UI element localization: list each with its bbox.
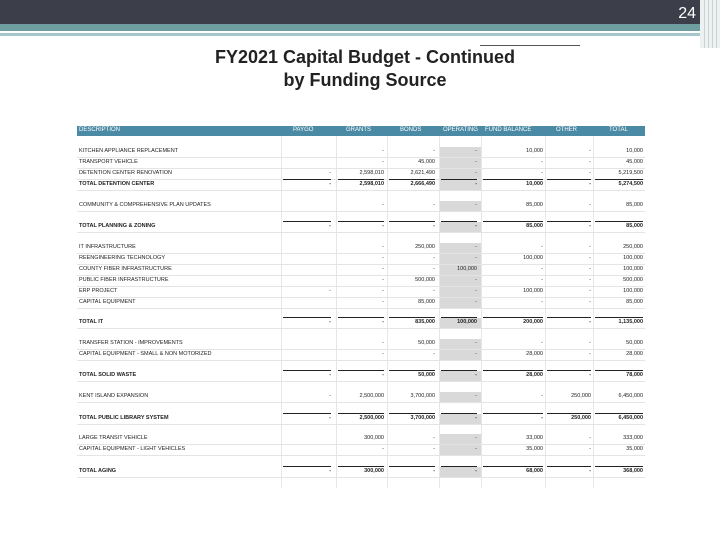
row-description: KITCHEN APPLIANCE REPLACEMENT — [79, 148, 179, 154]
cell-operating: - — [475, 468, 477, 474]
table-header — [77, 126, 645, 136]
total-underline — [595, 179, 643, 180]
cell-fund-balance: - — [541, 244, 543, 250]
cell-other: - — [589, 288, 591, 294]
total-underline — [338, 466, 384, 467]
cell-fund-balance: 100,000 — [523, 255, 543, 261]
total-underline — [283, 370, 331, 371]
cell-fund-balance: 85,000 — [526, 223, 543, 229]
cell-operating: - — [475, 181, 477, 187]
cell-total: 35,000 — [626, 446, 643, 452]
table-row — [77, 158, 645, 169]
slide-title — [150, 46, 580, 92]
cell-other: - — [589, 319, 591, 325]
cell-fund-balance: - — [541, 170, 543, 176]
cell-other: - — [589, 266, 591, 272]
accent-stripe — [0, 24, 700, 31]
total-underline — [547, 221, 591, 222]
cell-other: - — [589, 244, 591, 250]
total-underline — [389, 466, 435, 467]
cell-grants: - — [382, 340, 384, 346]
total-underline — [595, 413, 643, 414]
cell-other: - — [589, 159, 591, 165]
cell-grants: 2,500,000 — [359, 415, 384, 421]
cell-grants: - — [382, 255, 384, 261]
table-row — [77, 414, 645, 425]
cell-fund-balance: - — [541, 277, 543, 283]
cell-grants: - — [382, 299, 384, 305]
table-row — [77, 222, 645, 233]
cell-operating: - — [475, 223, 477, 229]
cell-bonds: 2,621,490 — [410, 170, 435, 176]
cell-operating: - — [475, 202, 477, 208]
cell-total: 500,000 — [623, 277, 643, 283]
col-header-paygo: PAYGO — [293, 127, 314, 133]
cell-other: - — [589, 351, 591, 357]
cell-grants: - — [382, 202, 384, 208]
cell-grants: - — [382, 319, 384, 325]
cell-total: 28,000 — [626, 351, 643, 357]
total-underline — [389, 370, 435, 371]
row-description: COUNTY FIBER INFRASTRUCTURE — [79, 266, 172, 272]
table-row — [77, 339, 645, 350]
cell-operating: - — [475, 159, 477, 165]
total-underline — [389, 413, 435, 414]
table-row — [77, 243, 645, 254]
corner-decoration — [700, 0, 720, 48]
cell-total: 100,000 — [623, 288, 643, 294]
total-underline — [338, 221, 384, 222]
row-description: CAPITAL EQUIPMENT - LIGHT VEHICLES — [79, 446, 186, 452]
column-divider — [439, 136, 440, 488]
total-underline — [547, 179, 591, 180]
cell-other: - — [589, 181, 591, 187]
cell-grants: - — [382, 244, 384, 250]
row-description: TOTAL DETENTION CENTER — [79, 181, 155, 187]
cell-bonds: 85,000 — [418, 299, 435, 305]
col-header-total: TOTAL — [609, 127, 628, 133]
cell-total: 85,000 — [626, 202, 643, 208]
col-header-fund-balance: FUND BALANCE — [485, 127, 532, 133]
column-divider — [281, 136, 282, 488]
column-divider — [336, 136, 337, 488]
total-underline — [483, 221, 543, 222]
cell-bonds: - — [433, 351, 435, 357]
page-number: 24 — [678, 5, 696, 22]
col-header-bonds: BONDS — [400, 127, 422, 133]
cell-total: 50,000 — [626, 340, 643, 346]
cell-paygo: - — [329, 372, 331, 378]
table-row — [77, 147, 645, 158]
cell-bonds: 2,666,490 — [410, 181, 435, 187]
column-divider — [387, 136, 388, 488]
cell-fund-balance: 200,000 — [523, 319, 543, 325]
cell-total: 6,450,000 — [618, 393, 643, 399]
row-description: DETENTION CENTER RENOVATION — [79, 170, 172, 176]
cell-operating: - — [475, 255, 477, 261]
total-underline — [389, 179, 435, 180]
cell-paygo: - — [329, 170, 331, 176]
total-underline — [595, 317, 643, 318]
total-underline — [389, 317, 435, 318]
cell-paygo: - — [329, 181, 331, 187]
cell-total: 5,219,500 — [618, 170, 643, 176]
table-row — [77, 371, 645, 382]
cell-operating: - — [475, 288, 477, 294]
total-underline — [547, 466, 591, 467]
cell-fund-balance: - — [541, 393, 543, 399]
row-description: TOTAL PUBLIC LIBRARY SYSTEM — [79, 415, 169, 421]
row-description: KENT ISLAND EXPANSION — [79, 393, 149, 399]
total-underline — [441, 317, 477, 318]
row-description: LARGE TRANSIT VEHICLE — [79, 435, 148, 441]
table-row — [77, 298, 645, 309]
cell-total: 10,000 — [626, 148, 643, 154]
row-description: TRANSPORT VEHICLE — [79, 159, 138, 165]
top-bar — [0, 0, 700, 24]
table-row — [77, 392, 645, 403]
cell-operating: - — [475, 446, 477, 452]
cell-operating: 100,000 — [457, 266, 477, 272]
row-description: ERP PROJECT — [79, 288, 118, 294]
cell-paygo: - — [329, 415, 331, 421]
cell-grants: - — [382, 277, 384, 283]
total-underline — [441, 466, 477, 467]
row-description: IT INFRASTRUCTURE — [79, 244, 136, 250]
total-underline — [283, 466, 331, 467]
cell-fund-balance: 28,000 — [526, 372, 543, 378]
cell-paygo: - — [329, 288, 331, 294]
cell-paygo: - — [329, 468, 331, 474]
cell-operating: - — [475, 415, 477, 421]
total-underline — [547, 370, 591, 371]
row-description: CAPITAL EQUIPMENT — [79, 299, 136, 305]
total-underline — [338, 370, 384, 371]
cell-paygo: - — [329, 319, 331, 325]
cell-grants: 300,000 — [364, 435, 384, 441]
cell-other: - — [589, 435, 591, 441]
cell-operating: - — [475, 170, 477, 176]
row-description: COMMUNITY & COMPREHENSIVE PLAN UPDATES — [79, 202, 211, 208]
cell-total: 5,274,500 — [618, 181, 643, 187]
total-underline — [441, 413, 477, 414]
cell-bonds: - — [433, 266, 435, 272]
cell-bonds: 3,700,000 — [410, 415, 435, 421]
cell-operating: - — [475, 148, 477, 154]
table-row — [77, 434, 645, 445]
cell-bonds: 50,000 — [418, 372, 435, 378]
cell-total: 100,000 — [623, 255, 643, 261]
column-divider — [545, 136, 546, 488]
total-underline — [389, 221, 435, 222]
total-underline — [595, 466, 643, 467]
table-row — [77, 276, 645, 287]
row-description: TOTAL IT — [79, 319, 104, 325]
cell-bonds: 835,000 — [415, 319, 435, 325]
cell-grants: - — [382, 223, 384, 229]
row-description: TOTAL PLANNING & ZONING — [79, 223, 156, 229]
cell-paygo: - — [329, 223, 331, 229]
cell-total: 100,000 — [623, 266, 643, 272]
total-underline — [441, 179, 477, 180]
table-row — [77, 287, 645, 298]
title-line-2: by Funding Source — [283, 70, 447, 90]
cell-other: - — [589, 446, 591, 452]
cell-fund-balance: 10,000 — [526, 181, 543, 187]
total-underline — [338, 179, 384, 180]
table-row — [77, 467, 645, 478]
cell-grants: 2,598,010 — [359, 181, 384, 187]
total-underline — [338, 317, 384, 318]
cell-bonds: - — [433, 468, 435, 474]
cell-bonds: - — [433, 223, 435, 229]
total-underline — [283, 317, 331, 318]
cell-total: 6,450,000 — [618, 415, 643, 421]
cell-grants: - — [382, 288, 384, 294]
cell-operating: - — [475, 351, 477, 357]
cell-grants: - — [382, 148, 384, 154]
total-underline — [483, 466, 543, 467]
total-underline — [595, 221, 643, 222]
table-row — [77, 350, 645, 361]
cell-other: - — [589, 299, 591, 305]
cell-total: 45,000 — [626, 159, 643, 165]
row-description: TOTAL AGING — [79, 468, 117, 474]
cell-operating: - — [475, 299, 477, 305]
cell-fund-balance: 33,000 — [526, 435, 543, 441]
table-row — [77, 201, 645, 212]
column-divider — [481, 136, 482, 488]
cell-bonds: - — [433, 148, 435, 154]
total-underline — [483, 370, 543, 371]
total-underline — [283, 179, 331, 180]
cell-bonds: - — [433, 446, 435, 452]
cell-other: 250,000 — [571, 393, 591, 399]
cell-other: - — [589, 223, 591, 229]
cell-fund-balance: - — [541, 159, 543, 165]
cell-other: - — [589, 255, 591, 261]
cell-bonds: 500,000 — [415, 277, 435, 283]
table-row — [77, 318, 645, 329]
cell-grants: - — [382, 351, 384, 357]
cell-total: 333,000 — [623, 435, 643, 441]
cell-operating: - — [475, 435, 477, 441]
cell-grants: 2,500,000 — [359, 393, 384, 399]
accent-stripe-thin — [0, 33, 700, 36]
total-underline — [483, 413, 543, 414]
cell-bonds: 250,000 — [415, 244, 435, 250]
title-line-1: FY2021 Capital Budget - Continued — [214, 47, 516, 67]
cell-grants: - — [382, 446, 384, 452]
cell-fund-balance: 10,000 — [526, 148, 543, 154]
cell-paygo: - — [329, 393, 331, 399]
cell-other: - — [589, 468, 591, 474]
cell-other: - — [589, 170, 591, 176]
col-header-operating: OPERATING — [443, 127, 478, 133]
row-description: PUBLIC FIBER INFRASTRUCTURE — [79, 277, 169, 283]
cell-fund-balance: - — [541, 266, 543, 272]
total-underline — [547, 413, 591, 414]
cell-fund-balance: 68,000 — [526, 468, 543, 474]
row-description: CAPITAL EQUIPMENT - SMALL & NON MOTORIZED — [79, 351, 212, 357]
cell-bonds: - — [433, 288, 435, 294]
cell-bonds: 50,000 — [418, 340, 435, 346]
cell-total: 250,000 — [623, 244, 643, 250]
table-row — [77, 265, 645, 276]
cell-fund-balance: - — [541, 299, 543, 305]
cell-total: 1,135,000 — [618, 319, 643, 325]
total-underline — [483, 317, 543, 318]
cell-grants: 300,000 — [364, 468, 384, 474]
row-description: TOTAL SOLID WASTE — [79, 372, 137, 378]
cell-other: - — [589, 202, 591, 208]
col-header-other: OTHER — [556, 127, 577, 133]
table-row — [77, 254, 645, 265]
cell-bonds: - — [433, 255, 435, 261]
cell-grants: - — [382, 159, 384, 165]
cell-other: - — [589, 340, 591, 346]
total-underline — [595, 370, 643, 371]
cell-operating: - — [475, 244, 477, 250]
total-underline — [441, 370, 477, 371]
column-divider — [593, 136, 594, 488]
cell-operating: - — [475, 277, 477, 283]
cell-total: 78,000 — [626, 372, 643, 378]
cell-fund-balance: 28,000 — [526, 351, 543, 357]
total-underline — [283, 221, 331, 222]
table-row — [77, 180, 645, 191]
cell-grants: 2,598,010 — [359, 170, 384, 176]
cell-other: - — [589, 148, 591, 154]
row-description: TRANSFER STATION - IMPROVEMENTS — [79, 340, 183, 346]
cell-other: - — [589, 277, 591, 283]
cell-bonds: 45,000 — [418, 159, 435, 165]
total-underline — [441, 221, 477, 222]
row-description: REENGINEERING TECHNOLOGY — [79, 255, 166, 261]
total-underline — [547, 317, 591, 318]
cell-operating: 100,000 — [457, 319, 477, 325]
cell-bonds: - — [433, 202, 435, 208]
total-underline — [283, 413, 331, 414]
cell-fund-balance: - — [541, 340, 543, 346]
cell-bonds: 3,700,000 — [410, 393, 435, 399]
cell-other: 250,000 — [571, 415, 591, 421]
cell-fund-balance: 100,000 — [523, 288, 543, 294]
cell-other: - — [589, 372, 591, 378]
col-header-description: DESCRIPTION — [79, 127, 121, 133]
cell-grants: - — [382, 266, 384, 272]
col-header-grants: GRANTS — [346, 127, 372, 133]
total-underline — [338, 413, 384, 414]
cell-fund-balance: 35,000 — [526, 446, 543, 452]
capital-budget-table — [77, 126, 645, 536]
total-underline — [483, 179, 543, 180]
cell-total: 85,000 — [626, 299, 643, 305]
cell-bonds: - — [433, 435, 435, 441]
cell-grants: - — [382, 372, 384, 378]
cell-fund-balance: 85,000 — [526, 202, 543, 208]
cell-operating: - — [475, 340, 477, 346]
cell-fund-balance: - — [541, 415, 543, 421]
table-row — [77, 445, 645, 456]
cell-total: 85,000 — [626, 223, 643, 229]
cell-operating: - — [475, 372, 477, 378]
cell-operating: - — [475, 393, 477, 399]
cell-total: 368,000 — [623, 468, 643, 474]
